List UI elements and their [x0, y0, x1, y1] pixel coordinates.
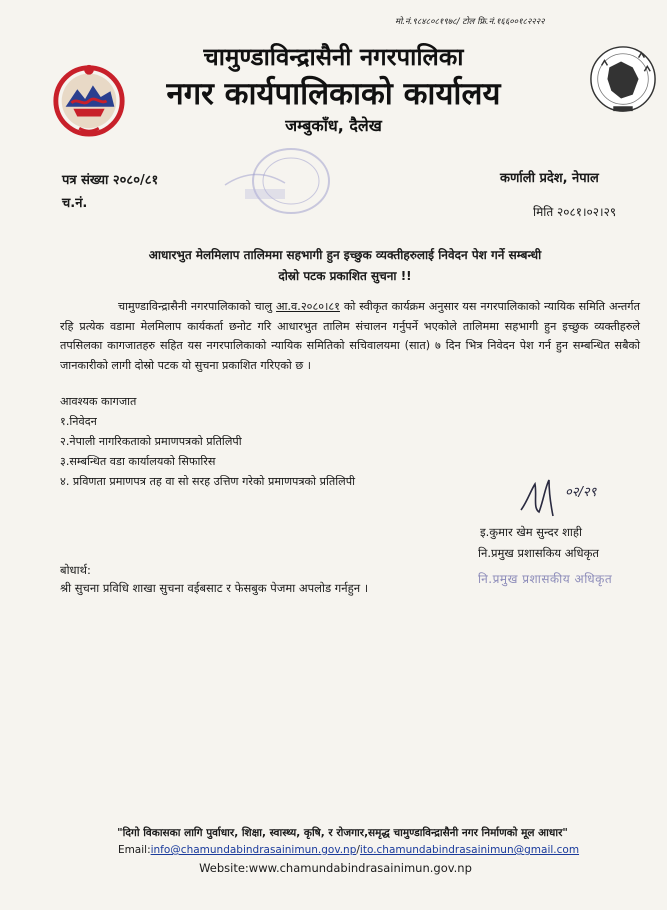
letter-date: मिति २०८१।०२।२९	[533, 205, 617, 219]
email-link-1[interactable]: info@chamundabindrasainimun.gov.np	[150, 844, 357, 856]
cc-label: बोधार्थ:	[60, 563, 91, 577]
footer-website[interactable]: Website:www.chamundabindrasainimun.gov.np	[199, 861, 472, 875]
signer-name: इ.कुमार खेम सुन्दर शाही	[480, 525, 582, 539]
list-item: १.निवेदन	[60, 415, 97, 428]
list-item: ४. प्रविणता प्रमाणपत्र तह वा सो सरह उत्तिण गरेको प्रमाणपत्रको प्रतिलिपी	[60, 475, 355, 488]
subject-line-1: आधारभुत मेलमिलाप तालिममा सहभागी हुन इच्छुक व्यक्तीहरुलाई निवेदन पेश गर्ने सम्बन्धी	[148, 248, 542, 262]
subject-line-2: दोस्रो पटक प्रकाशित सुचना !!	[278, 269, 412, 283]
office-name: नगर कार्यपालिकाको कार्यालय	[166, 76, 501, 112]
office-location: जम्बुकाँध, दैलेख	[285, 116, 382, 135]
email-label: Email:	[117, 844, 151, 856]
email-link-2[interactable]: ito.chamundabindrasainimun@gmail.com	[359, 844, 580, 856]
required-documents	[60, 392, 355, 492]
province-address: कर्णाली प्रदेश, नेपाल	[500, 171, 599, 186]
list-item: ३.सम्बन्धित वडा कार्यालयको सिफारिस	[60, 455, 216, 468]
office-stamp-icon	[215, 145, 335, 220]
letter-reference-number: पत्र संख्या २०८०/८१	[62, 173, 159, 188]
documents-heading: आवश्यक कागजात	[60, 395, 137, 408]
handwritten-signature	[515, 472, 640, 522]
signer-title: नि.प्रमुख प्रशासकिय अधिकृत	[478, 546, 599, 560]
list-item: २.नेपाली नागरिकताको प्रमाणपत्रको प्रतिलिपी	[60, 435, 242, 448]
municipality-name: चामुण्डाविन्द्रासैनी नगरपालिका	[203, 43, 464, 71]
signature-date: ०२/२९	[565, 485, 597, 500]
header-contact-reference: मो.नं.९८४८०८१९७८/ टोल फ्रि.नं.१६६००१८२२२२	[395, 17, 545, 27]
fiscal-year: आ.व.२०८०।८१	[276, 300, 340, 313]
body-text-1: चामुण्डाविन्द्रासैनी नगरपालिकाको चालु	[118, 300, 277, 313]
dispatch-number: च.नं.	[62, 196, 88, 211]
cc-text: श्री सुचना प्रविधि शाखा सुचना वईबसाट र फेसबुक पेजमा अपलोड गर्नहुन ।	[60, 581, 369, 595]
footer-slogan: "दिगो विकासका लागि पुर्वाधार, शिक्षा, स्वास्थ्य, कृषि, र रोजगार,समृद्ध चामुण्डाविन्द्रासैनी नगर निर्माणको मूल आधार"	[117, 827, 568, 839]
notice-subject	[60, 245, 630, 287]
notice-body	[60, 297, 640, 375]
body-text-2: को स्वीकृत कार्यक्रम अनुसार यस नगरपालिकाको न्यायिक समिति अन्तर्गत रहि प्रत्येक वडामा मेलमिलाप कार्यकर्ता छनोट गरि आधारभुत तालिम संचालन गर्नुपर्ने भएकोले तालिममा सहभागी हुन इच्छुक व्यक्तीहरुले तपसिलका कागजातहरु सहित यस नगरपालिकाको न्यायिक समितिको सचिवालयमा (सात) ७ दिन भित्र निवेदन पेश गर्न हुन सम्बन्धित सबैको जानकारीको लागी दोस्रो पटक यो सुचना प्रकाशित गरिएको छ ।	[60, 300, 640, 372]
designation-stamp: नि.प्रमुख प्रशासकीय अधिकृत	[478, 572, 613, 586]
footer-email: Email:info@chamundabindrasainimun.gov.np/ito.chamundabindrasainimun@gmail.com	[117, 844, 580, 856]
